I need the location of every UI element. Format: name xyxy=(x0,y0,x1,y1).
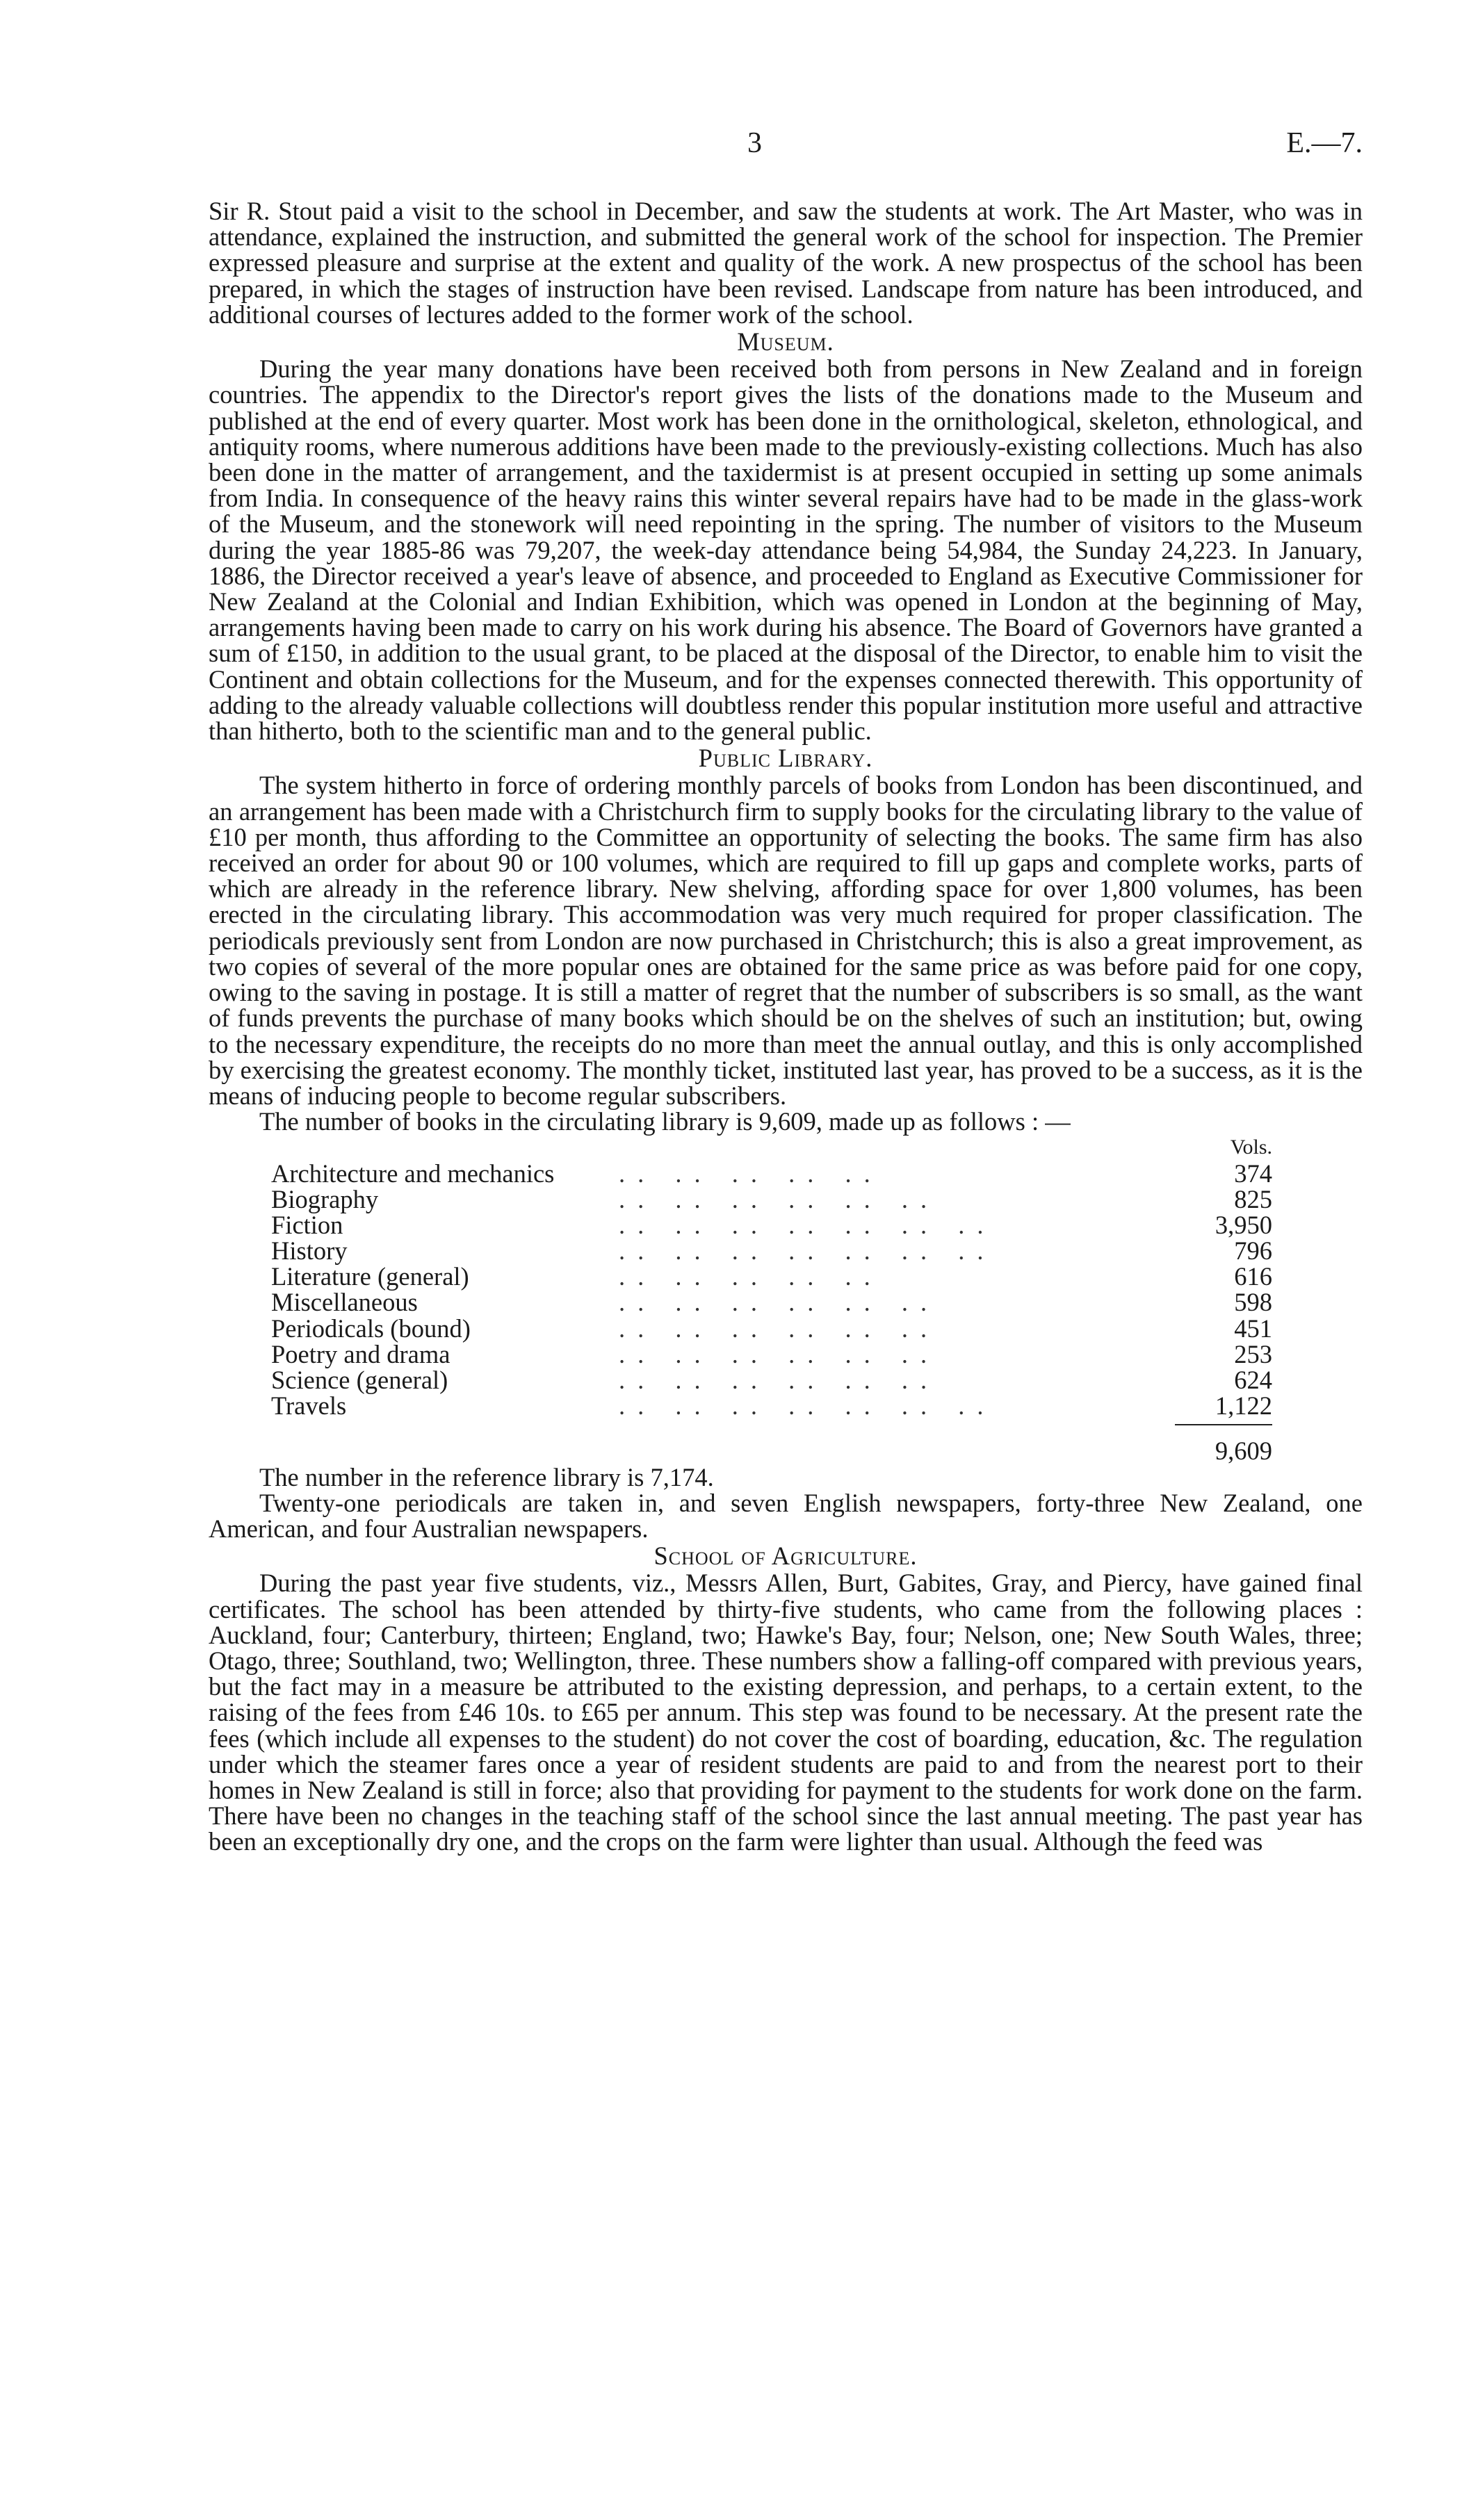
table-row xyxy=(271,1263,1272,1289)
table-row xyxy=(271,1236,1272,1266)
vols-header: Vols. xyxy=(1230,1136,1272,1159)
document-reference: E.—7. xyxy=(1286,127,1363,159)
row-value: 451 xyxy=(1234,1314,1272,1343)
total-rule xyxy=(1175,1424,1272,1438)
row-value: 624 xyxy=(1234,1366,1272,1395)
row-label: Science (general) xyxy=(271,1366,448,1395)
library-table xyxy=(271,1134,1272,1464)
row-label: Biography xyxy=(271,1184,379,1213)
leader-dots: .. .. .. .. .. .. .. xyxy=(619,1211,996,1238)
table-row xyxy=(271,1161,1272,1186)
library-paragraph: The system hitherto in force of ordering monthly parcels of books from London has been discontinued, and an arrangement has been made with a Christchurch firm to supply books for the circulating library to the value of £10 per month, thus affording to the Committee an opportunity of selecting the books. The same firm has also received an order for about 90 or 100 volumes, which are required to fill up gaps and complete works, parts of which are already in the reference library. New shelving, affording space for over 1,800 volumes, has been erected in the circulating library. This accommodation was very much required for proper classification. The periodicals previously sent from London are now purchased in Christchurch; this is also a great improvement, as two copies of several of the more popular ones are obtained for the same price as was before paid for one copy, owing to the saving in postage. It is still a matter of regret that the number of subscribers is so small, as the want of funds prevents the purchase of many books which should be on the shelves of such an institution; but, owing to the necessary expenditure, the receipts do no more than meet the annual outlay, and this is only accomplished by exercising the greatest economy. The monthly ticket, instituted last year, has proved to be a success, as it is the means of inducing people to become regular subscribers. xyxy=(209,771,1363,1110)
row-value: 598 xyxy=(1234,1288,1272,1317)
row-value: 796 xyxy=(1234,1236,1272,1266)
table-row xyxy=(271,1367,1272,1393)
table-total: 9,609 xyxy=(1215,1437,1272,1466)
leader-dots: .. .. .. .. .. xyxy=(619,1263,883,1290)
row-label: Periodicals (bound) xyxy=(271,1314,471,1343)
row-label: Literature (general) xyxy=(271,1262,469,1291)
leader-dots: .. .. .. .. .. .. xyxy=(619,1315,940,1341)
row-value: 1,122 xyxy=(1215,1391,1272,1421)
leader-dots: .. .. .. .. .. .. .. xyxy=(619,1393,996,1419)
leader-dots: .. .. .. .. .. xyxy=(619,1160,883,1186)
row-label: Architecture and mechanics xyxy=(271,1159,555,1188)
row-value: 616 xyxy=(1234,1262,1272,1291)
leader-dots: .. .. .. .. .. .. xyxy=(619,1367,940,1393)
leader-dots: .. .. .. .. .. .. xyxy=(619,1186,940,1212)
library-count-intro: The number of books in the circulating library is 9,609, made up as follows : — xyxy=(259,1107,1071,1136)
reference-count: The number in the reference library is 7,174. xyxy=(259,1462,714,1491)
row-label: Fiction xyxy=(271,1210,343,1239)
page-header xyxy=(209,126,1363,168)
row-value: 3,950 xyxy=(1215,1210,1272,1239)
leader-dots: .. .. .. .. .. .. xyxy=(619,1341,940,1368)
row-value: 825 xyxy=(1234,1184,1272,1213)
museum-heading: Museum. xyxy=(737,327,834,357)
row-label: Miscellaneous xyxy=(271,1288,418,1317)
table-row xyxy=(271,1212,1272,1238)
table-row xyxy=(271,1391,1272,1421)
page-number: 3 xyxy=(747,127,762,159)
row-value: 253 xyxy=(1234,1339,1272,1368)
table-row xyxy=(271,1186,1272,1212)
leader-dots: .. .. .. .. .. .. xyxy=(619,1289,940,1316)
table-row xyxy=(271,1289,1272,1315)
row-value: 374 xyxy=(1234,1159,1272,1188)
agriculture-paragraph: During the past year five students, viz., Messrs Allen, Burt, Gabites, Gray, and Piercy, have gained final certificates. The school has been attended by thirty-five students, who came from the following places : Auckland, four; Canterbury, thirteen; England, two; Hawke's Bay, four; Nelson, one; New South Wales, three; Otago, three; Southland, two; Wellington, three. These numbers show a falling-off compared with previous years, but the fact may in a measure be attributed to the existing depression, and perhaps, to a certain extent, to the raising of the fees from £46 10s. to £65 per annum. This step was found to be necessary. At the present rate the fees (which include all expenses to the student) do not cover the cost of boarding, education, &c. The regulation under which the steamer fares once a year of resident students are paid to and from the nearest port to their homes in New Zealand is still in force; also that providing for payment to the students for work done on the farm. There have been no changes in the teaching staff of the school since the last annual meeting. The past year has been an exceptionally dry one, and the crops on the farm were lighter than usual. Although the feed was xyxy=(209,1569,1363,1856)
leader-dots: .. .. .. .. .. .. .. xyxy=(619,1238,996,1264)
agriculture-heading: School of Agriculture. xyxy=(653,1541,918,1571)
table-row xyxy=(271,1316,1272,1341)
intro-paragraph: Sir R. Stout paid a visit to the school in December, and saw the students at work. The Art Master, who was in attendance, explained the instruction, and submitted the general work of the school for inspection. The Premier expressed pleasure and surprise at the extent and quality of the work. A new prospectus of the school has been prepared, in which the stages of instruction have been revised. Landscape from nature has been introduced, and additional courses of lectures added to the former work of the school. xyxy=(209,197,1363,329)
row-label: Travels xyxy=(271,1391,347,1421)
periodicals-paragraph: Twenty-one periodicals are taken in, and seven English newspapers, forty-three New Zealand, one American, and four Australian newspapers. xyxy=(209,1488,1363,1543)
row-label: History xyxy=(271,1236,348,1266)
body-text xyxy=(209,198,1363,1855)
museum-paragraph: During the year many donations have been received both from persons in New Zealand and in foreign countries. The appendix to the Director's report gives the lists of the donations made to the Museum and published at the end of every quarter. Most work has been done in the ornithological, skeleton, ethnological, and antiquity rooms, where numerous additions have been made to the previously-existing collections. Much has also been done in the matter of arrangement, and the taxidermist is at present occupied in setting up some animals from India. In consequence of the heavy rains this winter several repairs have had to be made in the glass-work of the Museum, and the stonework will need repointing in the spring. The number of visitors to the Museum during the year 1885-86 was 79,207, the week-day attendance being 54,984, the Sunday 24,223. In January, 1886, the Director received a year's leave of absence, and proceeded to England as Executive Commissioner for New Zealand at the Colonial and Indian Exhibition, which was opened in London at the beginning of May, arrangements having been made to carry on his work during his absence. The Board of Governors have granted a sum of £150, in addition to the usual grant, to be placed at the disposal of the Director, to enable him to visit the Continent and obtain collections for the Museum, and for the expenses connected therewith. This opportunity of adding to the already valuable collections will doubtless render this popular institution more useful and attractive than hitherto, both to the scientific man and to the general public. xyxy=(209,354,1363,746)
row-label: Poetry and drama xyxy=(271,1339,450,1368)
table-row xyxy=(271,1341,1272,1367)
library-heading: Public Library. xyxy=(698,744,873,773)
